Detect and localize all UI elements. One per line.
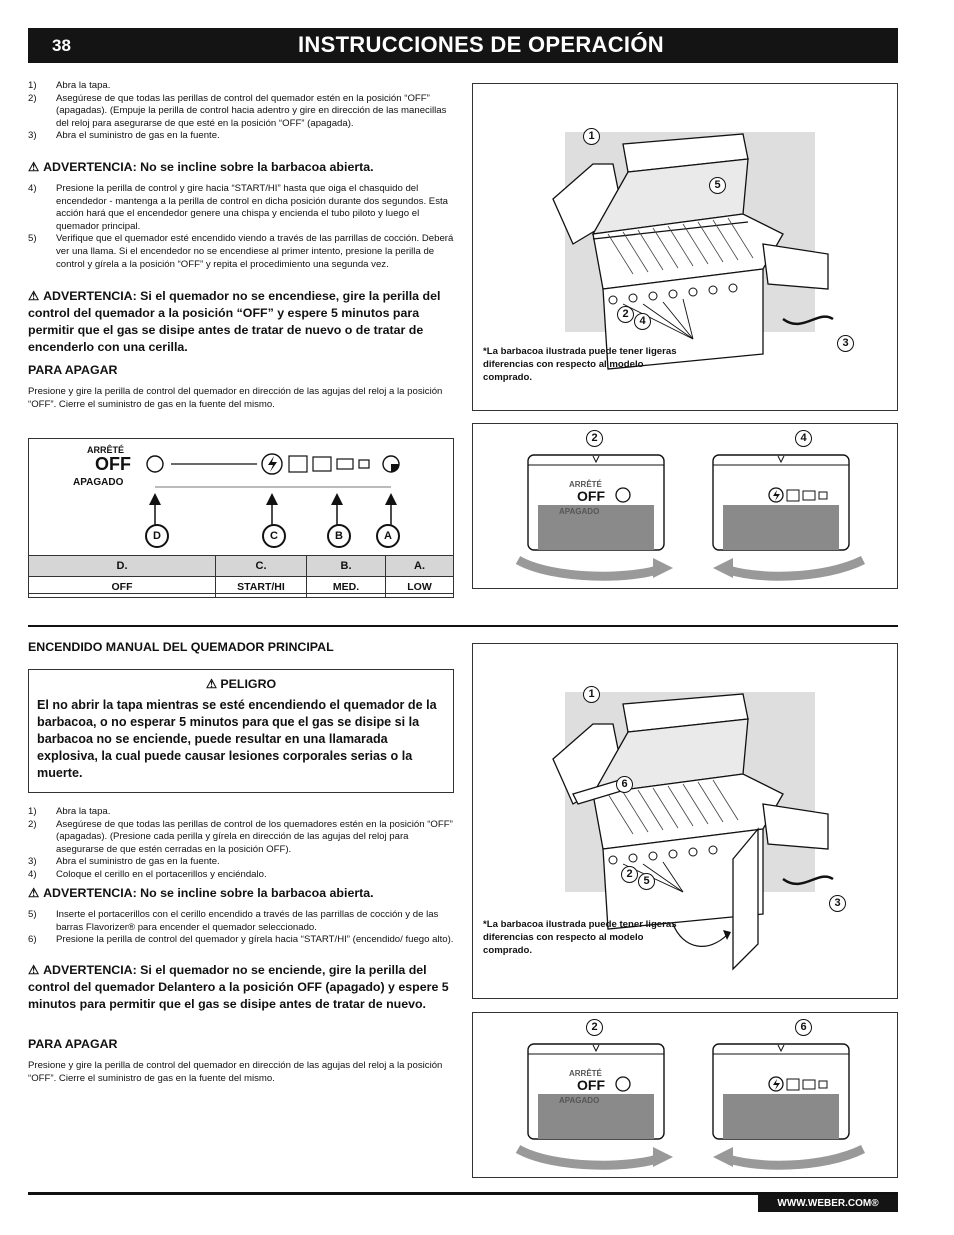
table-header-cell: B.: [307, 556, 386, 577]
footer-url: WWW.WEBER.COM®: [758, 1195, 898, 1212]
callout-1: 1: [583, 686, 600, 703]
knob-figure-4: [472, 1012, 898, 1178]
grill-figure-3: [472, 643, 898, 999]
page-header: [28, 28, 898, 63]
warning-icon: ⚠: [205, 677, 221, 691]
callout-2: 2: [617, 306, 634, 323]
warning-icon: ⚠: [28, 963, 40, 977]
steps-list-1b: [28, 183, 454, 271]
figure-caption: *La barbacoa ilustrada puede tener ligeras diferencias con respecto al modelo comprado.: [483, 919, 677, 956]
list-item: 5) Verifique que el quemador esté encendido viendo a través de las parrillas de cocción. Deberá ver una llama. Si el encendedor no se encendiese al primer intento, presione la perilla de control y gírela a la posición “OFF” y repita el procedimiento una segunda vez.: [28, 233, 454, 270]
callout-4: 4: [795, 430, 812, 447]
list-item: 2) Asegúrese de que todas las perillas de control de los quemadores estén en la posición “OFF” (apagadas). (Presione cada perilla y gírela en dirección de las agujas del reloj para asegurarse de que estén cerradas en la posición OFF).: [28, 818, 453, 855]
knob-turn-graphic: [513, 450, 873, 582]
table-header-cell: C.: [216, 556, 307, 577]
table-cell: MED.: [307, 577, 386, 598]
section-heading: ENCENDIDO MANUAL DEL QUEMADOR PRINCIPAL: [28, 640, 334, 654]
danger-box: [28, 669, 454, 793]
grill-illustration: [533, 104, 843, 374]
list-item: 1) Abra la tapa.: [28, 80, 111, 91]
warning-no-ignite-2: ⚠ ADVERTENCIA: Si el quemador no se enciende, gire la perilla del control del quemador Delantero a la posición OFF (apagado) y espere 5 minutos para permitir que el gas se disipe antes de tratar de nuevo.: [28, 963, 449, 1011]
callout-2: 2: [621, 866, 638, 883]
table-cell: OFF: [29, 577, 216, 598]
warning-no-ignite: ⚠ ADVERTENCIA: Si el quemador no se encendiese, gire la perilla del control del quemador a la posición “OFF” y espere 5 minutos para permitir que el gas se disipe antes de tratar de nuevo o de tratar de encenderlo con una cerilla.: [28, 289, 441, 354]
knob-turn-graphic: [513, 1039, 873, 1171]
callout-5: 5: [709, 177, 726, 194]
callout-1: 1: [583, 128, 600, 145]
callout-2: 2: [586, 430, 603, 447]
grill-figure-1: [472, 83, 898, 411]
list-item: 4) Presione la perilla de control y gire hacia “START/HI” hasta que oiga el chasquido del encendedor - mantenga a la perilla de control en dicha posición durante dos segundos. Esta acción hará que el encendedor genere una chispa y encienda el tubo piloto y luego el quemador principal.: [28, 183, 449, 232]
warning-lean: ⚠ ADVERTENCIA: No se incline sobre la barbacoa abierta.: [28, 160, 374, 174]
knob-label-top: ARRÊTÉ: [569, 480, 602, 489]
figure-caption: *La barbacoa ilustrada puede tener ligeras diferencias con respecto al modelo comprado.: [483, 346, 677, 383]
marker-b: B: [327, 524, 351, 548]
steps-list-2b: [28, 909, 454, 947]
list-item: 4) Coloque el cerillo en el portacerillos y enciéndalo.: [28, 868, 267, 880]
table-cell: LOW: [386, 577, 454, 598]
knob-label-top: ARRÊTÉ: [87, 445, 125, 455]
marker-d: D: [145, 524, 169, 548]
danger-text: El no abrir la tapa mientras se esté encendiendo el quemador de la barbacoa, o no esperar 5 minutos para que el gas se disipe si la barbacoa no se enciende, puede resultar en una llamarada explosiva, la cual puede causar lesiones corporales serias o la muerte.: [37, 698, 437, 780]
knob-label-bottom: APAGADO: [73, 477, 124, 488]
page-number: 38: [52, 36, 71, 55]
list-item: 1) Abra la tapa.: [28, 806, 111, 817]
knob-positions-table: [28, 555, 454, 598]
page-title: INSTRUCCIONES DE OPERACIÓN: [298, 32, 664, 57]
table-header-cell: D.: [29, 556, 216, 577]
callout-3: 3: [829, 895, 846, 912]
steps-list-1a: [28, 80, 454, 143]
knob-label-top: ARRÊTÉ: [569, 1069, 602, 1078]
table-cell: START/HI: [216, 577, 307, 598]
warning-icon: ⚠: [28, 160, 40, 174]
callout-5: 5: [638, 873, 655, 890]
warning-icon: ⚠: [28, 289, 40, 303]
knob-label-main: OFF: [95, 454, 131, 474]
knob-label-main: OFF: [577, 1077, 605, 1093]
warning-lean-2: ⚠ ADVERTENCIA: No se incline sobre la barbacoa abierta.: [28, 886, 374, 900]
callout-3: 3: [837, 335, 854, 352]
off-text: Presione y gire la perilla de control del quemador en dirección de las agujas del reloj a la posición “OFF”. Cierre el suministro de gas en la fuente del mismo.: [28, 386, 443, 410]
list-item: 3) Abra el suministro de gas en la fuente.: [28, 856, 220, 868]
list-item: 5) Inserte el portacerillos con el cerillo encendido a través de las parrillas de cocción y de las barras Flavorizer® para encender el quemador seleccionado.: [28, 909, 439, 933]
knob-label-bottom: APAGADO: [559, 1096, 600, 1105]
table-header-cell: A.: [386, 556, 454, 577]
off-text-2: Presione y gire la perilla de control del quemador en dirección de las agujas del reloj a la posición “OFF”. Cierre el suministro de gas en la fuente del mismo.: [28, 1060, 443, 1084]
list-item: 6) Presione la perilla de control del quemador y gírela hacia “START/HI” (encendido/ fuego alto).: [28, 934, 454, 946]
marker-c: C: [262, 524, 286, 548]
knob-label-bottom: APAGADO: [559, 507, 600, 516]
list-item: 3) Abra el suministro de gas en la fuente.: [28, 130, 220, 142]
list-item: 2) Asegúrese de que todas las perillas de control del quemador estén en la posición “OFF” (apagadas). (Empuje la perilla de control hacia adentro y gire en dirección de las manecillas del reloj para asegurarse de que esté en la posición “OFF” (apagada).: [28, 92, 447, 129]
callout-6: 6: [795, 1019, 812, 1036]
callout-6: 6: [616, 776, 633, 793]
marker-a: A: [376, 524, 400, 548]
section-divider: [28, 625, 898, 627]
knob-figure-2: [472, 423, 898, 589]
knob-label-main: OFF: [577, 488, 605, 504]
callout-4: 4: [634, 313, 651, 330]
steps-list-2a: [28, 806, 454, 882]
off-heading: PARA APAGAR: [28, 363, 118, 377]
warning-icon: ⚠: [28, 886, 40, 900]
off-heading-2: PARA APAGAR: [28, 1037, 118, 1051]
danger-title: ⚠ PELIGRO: [205, 677, 277, 691]
callout-2: 2: [586, 1019, 603, 1036]
knob-position-chart: [28, 438, 454, 594]
